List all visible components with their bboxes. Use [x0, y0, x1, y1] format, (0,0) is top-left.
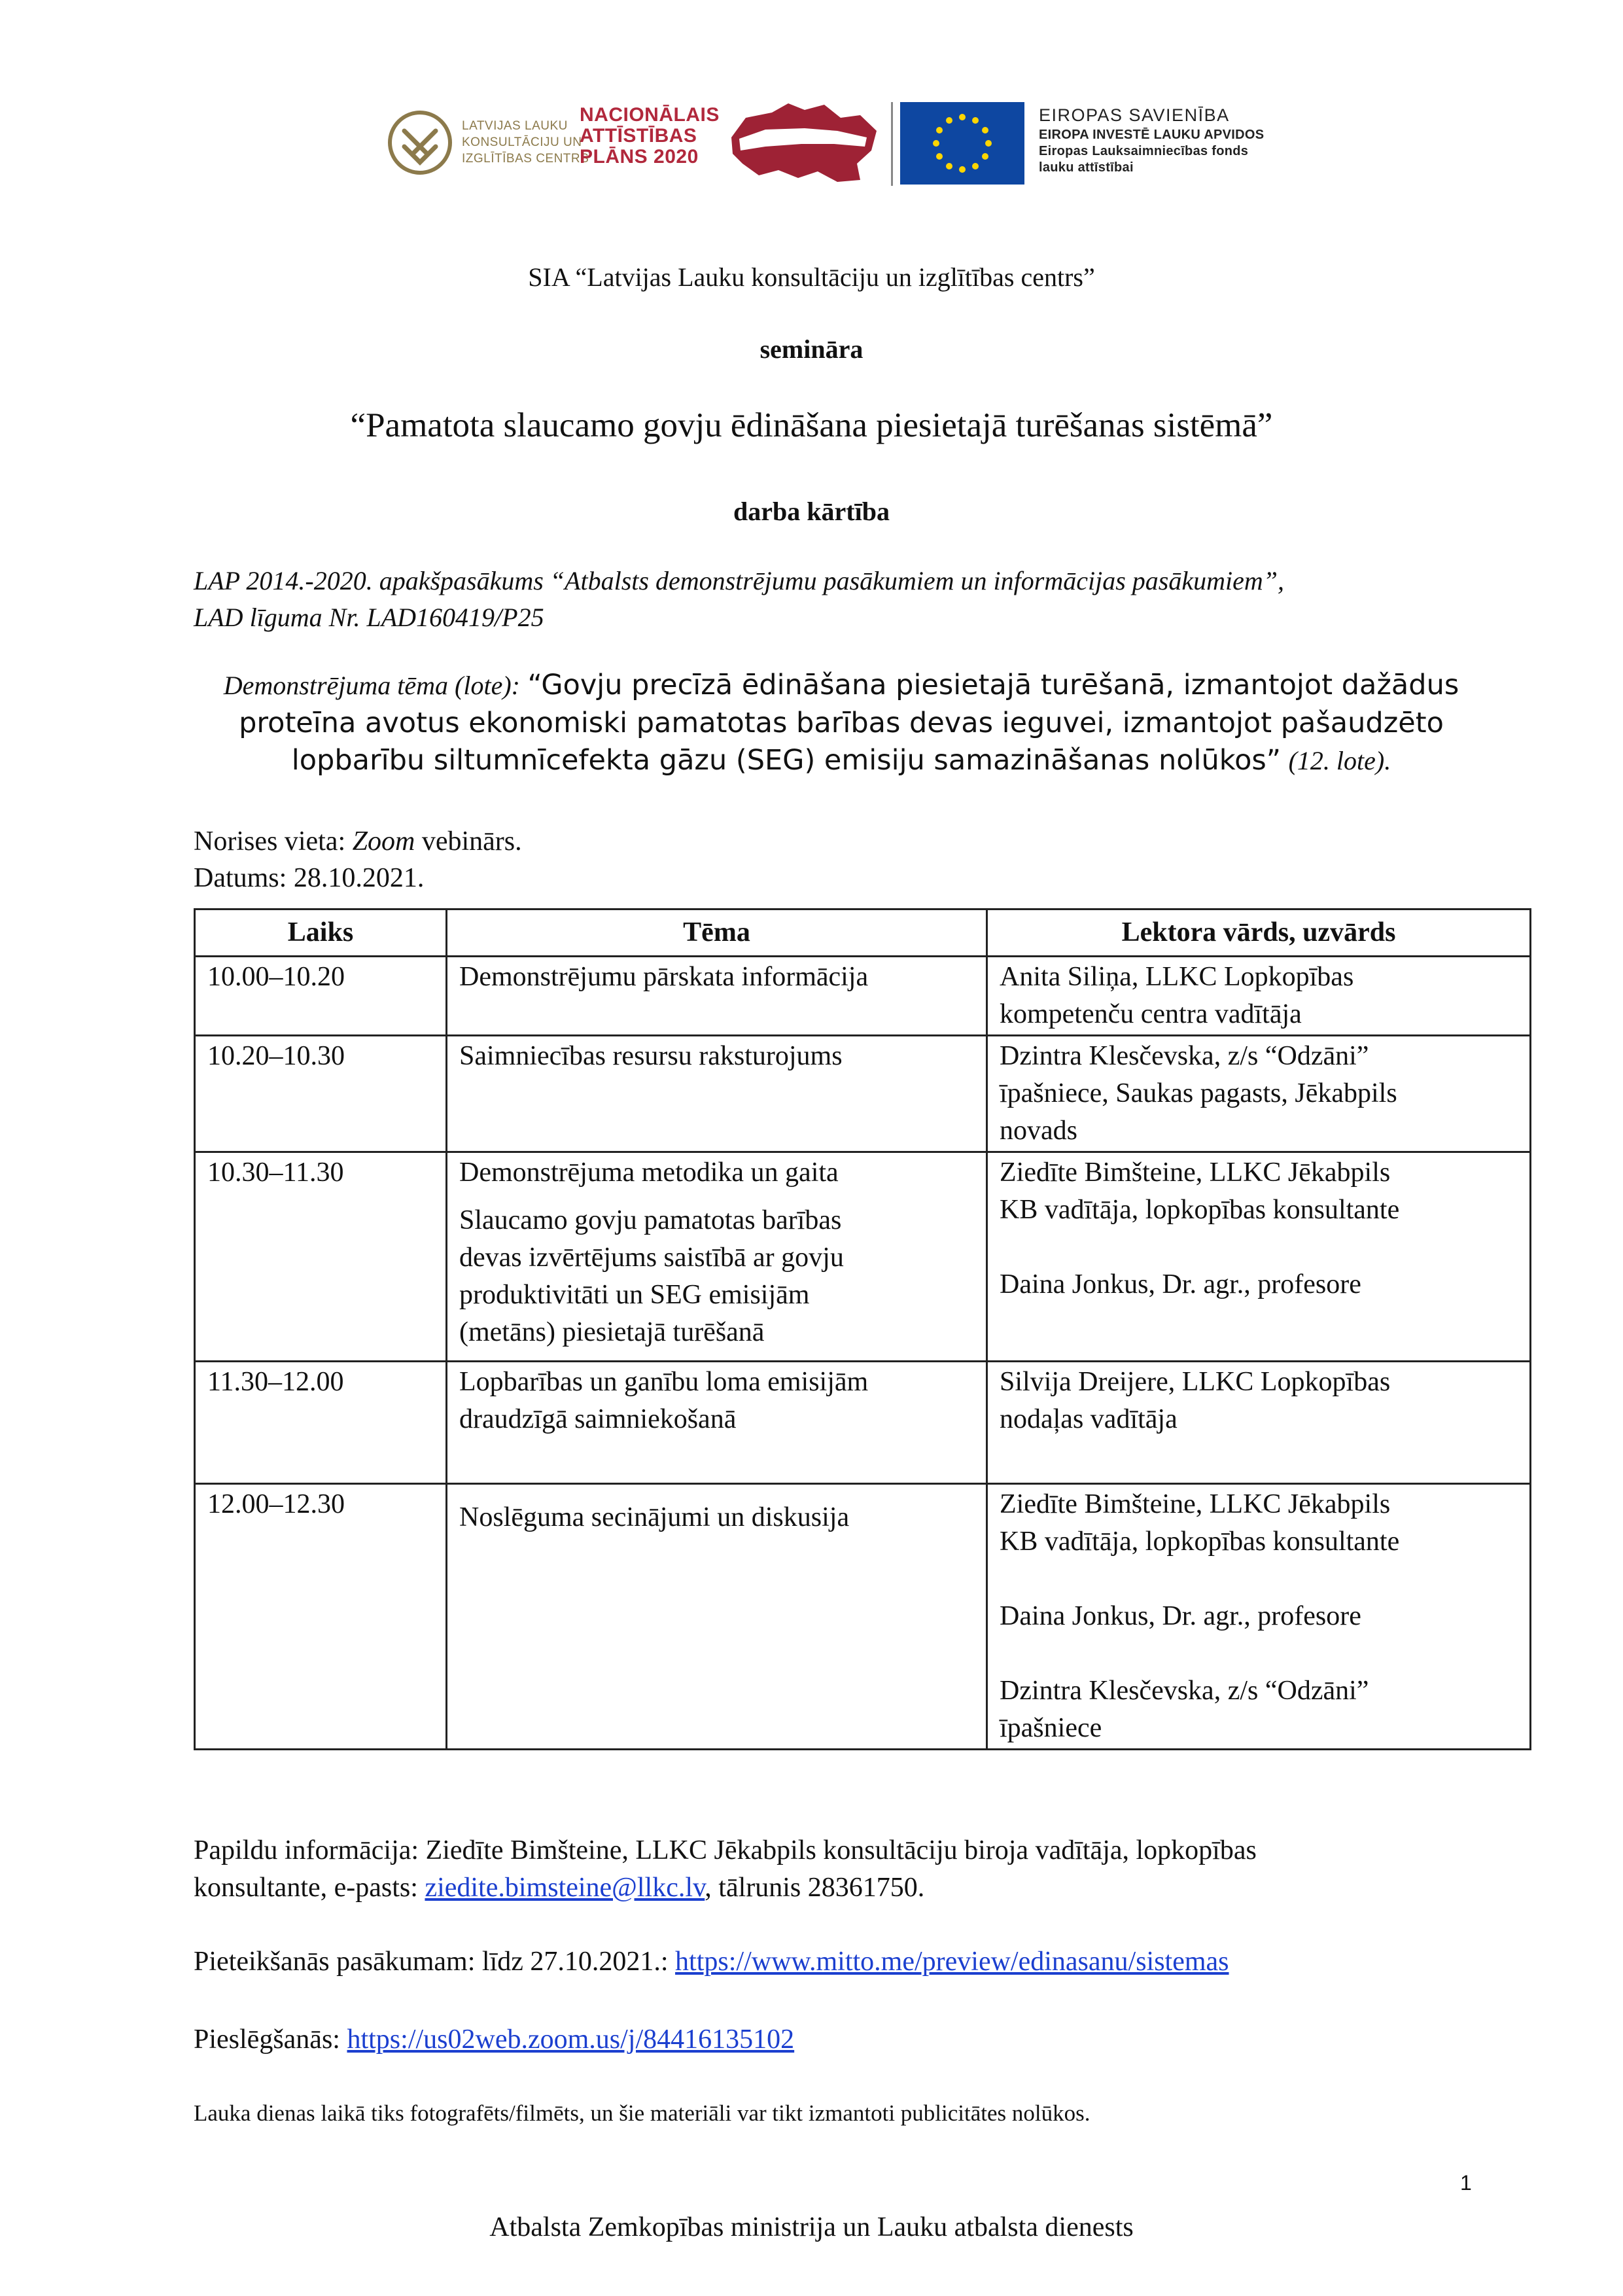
time-cell: 10.20–10.30 [195, 1036, 447, 1152]
demo-lote: (12. lote). [1288, 746, 1391, 775]
eu-logo-text: EIROPAS SAVIENĪBA EIROPA INVESTĒ LAUKU APVIDOS Eiropas Lauksaimniecības fonds lauku attīstībai [1039, 105, 1265, 175]
email-link[interactable]: ziedite.bimsteine@llkc.lv [425, 1873, 705, 1903]
table-row [195, 1152, 1531, 1362]
nap-logo-text: NACIONĀLAIS ATTĪSTĪBAS PLĀNS 2020 [580, 104, 720, 168]
topic-cell: Demonstrējuma metodika un gaita Slaucamo govju pamatotas barības devas izvērtējums saistībā ar govju produktivitāti un SEG emisijām (metāns) piesietajā turēšanā [447, 1152, 987, 1362]
time-cell: 11.30–12.00 [195, 1362, 447, 1484]
llkc-logo-icon [386, 109, 454, 177]
header-time: Laiks [195, 910, 447, 957]
topic-cell: Noslēguma secinājumi un diskusija [447, 1484, 987, 1750]
photo-notice: Lauka dienas laikā tiks fotografēts/filmēts, un šie materiāli var tikt izmantoti publicitātes nolūkos. [194, 2100, 1091, 2126]
lecturer-cell: Dzintra Klesčevska, z/s “Odzāni” īpašniece, Saukas pagasts, Jēkabpils novads [987, 1036, 1531, 1152]
logo-separator [891, 102, 893, 186]
seminar-heading: semināra [759, 334, 864, 364]
topic-cell: Lopbarības un ganību loma emisijām draudzīgā saimniekošanā [447, 1362, 987, 1484]
connection-info: Pieslēgšanās: https://us02web.zoom.us/j/84416135102 [194, 2024, 795, 2055]
zoom-link[interactable]: https://us02web.zoom.us/j/84416135102 [347, 2024, 795, 2055]
llkc-logo-text: LATVIJAS LAUKU KONSULTĀCIJU UN IZGLĪTĪBAS CENTRS [462, 119, 589, 166]
topic-cell: Saimniecības resursu raksturojums [447, 1036, 987, 1152]
demo-text: “Govju precīzā ēdināšana piesietajā turēšanā, izmantojot dažādus proteīna avotus ekonomiski pamatotas barības devas ieguvei, izmantojot pašaudzēto lopbarību siltumnīcefekta gāzu (SEG) emisiju samazināšanas nolūkos” [239, 669, 1459, 777]
lecturer-cell: Ziedīte Bimšteine, LLKC Jēkabpils KB vadītāja, lopkopības konsultante Daina Jonkus, Dr. agr., profesore [987, 1152, 1531, 1362]
lecturer-cell: Silvija Dreijere, LLKC Lopkopības nodaļas vadītāja [987, 1362, 1531, 1484]
organization-name: SIA “Latvijas Lauku konsultāciju un izglītības centrs” [528, 262, 1095, 292]
table-header-row [195, 910, 1531, 957]
time-cell: 10.00–10.20 [195, 957, 447, 1036]
program-reference: LAP 2014.-2020. apakšpasākums “Atbalsts demonstrējumu pasākumiem un informācijas pasākumiem”, LAD līguma Nr. LAD160419/P25 [194, 566, 1284, 632]
demonstration-topic [194, 666, 1489, 779]
time-cell: 10.30–11.30 [195, 1152, 447, 1362]
page-number: 1 [1460, 2171, 1472, 2195]
registration-info: Pieteikšanās pasākumam: līdz 27.10.2021.: https://www.mitto.me/preview/edinasanu/sistemas [194, 1947, 1229, 1977]
header-lecturer: Lektora vārds, uzvārds [987, 910, 1531, 957]
lecturer-cell: Anita Siliņa, LLKC Lopkopības kompetenču centra vadītāja [987, 957, 1531, 1036]
eu-flag-icon [900, 102, 1024, 185]
schedule-table [194, 908, 1531, 1750]
venue-info: Norises vieta: Zoom vebinārs. Datums: 28.10.2021. [194, 826, 522, 893]
latvia-map-icon [726, 98, 883, 186]
seminar-title: “Pamatota slaucamo govju ēdināšana piesietajā turēšanas sistēmā” [350, 406, 1273, 444]
table-row [195, 1036, 1531, 1152]
support-footer: Atbalsta Zemkopības ministrija un Lauku atbalsta dienests [489, 2212, 1134, 2242]
table-row [195, 957, 1531, 1036]
registration-link[interactable]: https://www.mitto.me/preview/edinasanu/sistemas [675, 1947, 1229, 1977]
table-row [195, 1362, 1531, 1484]
time-cell: 12.00–12.30 [195, 1484, 447, 1750]
logo-header [386, 98, 1282, 190]
additional-info: Papildu informācija: Ziedīte Bimšteine, LLKC Jēkabpils konsultāciju biroja vadītāja, lopkopības konsultante, e-pasts: ziedite.bimsteine@llkc.lv, tālrunis 28361750. [194, 1835, 1257, 1903]
lecturer-cell: Ziedīte Bimšteine, LLKC Jēkabpils KB vadītāja, lopkopības konsultante Daina Jonkus, Dr. agr., profesore Dzintra Klesčevska, z/s “Odzāni” īpašniece [987, 1484, 1531, 1750]
table-row [195, 1484, 1531, 1750]
demo-label: Demonstrējuma tēma (lote): [223, 671, 520, 700]
header-topic: Tēma [447, 910, 987, 957]
topic-cell: Demonstrējumu pārskata informācija [447, 957, 987, 1036]
agenda-heading: darba kārtība [733, 497, 890, 526]
